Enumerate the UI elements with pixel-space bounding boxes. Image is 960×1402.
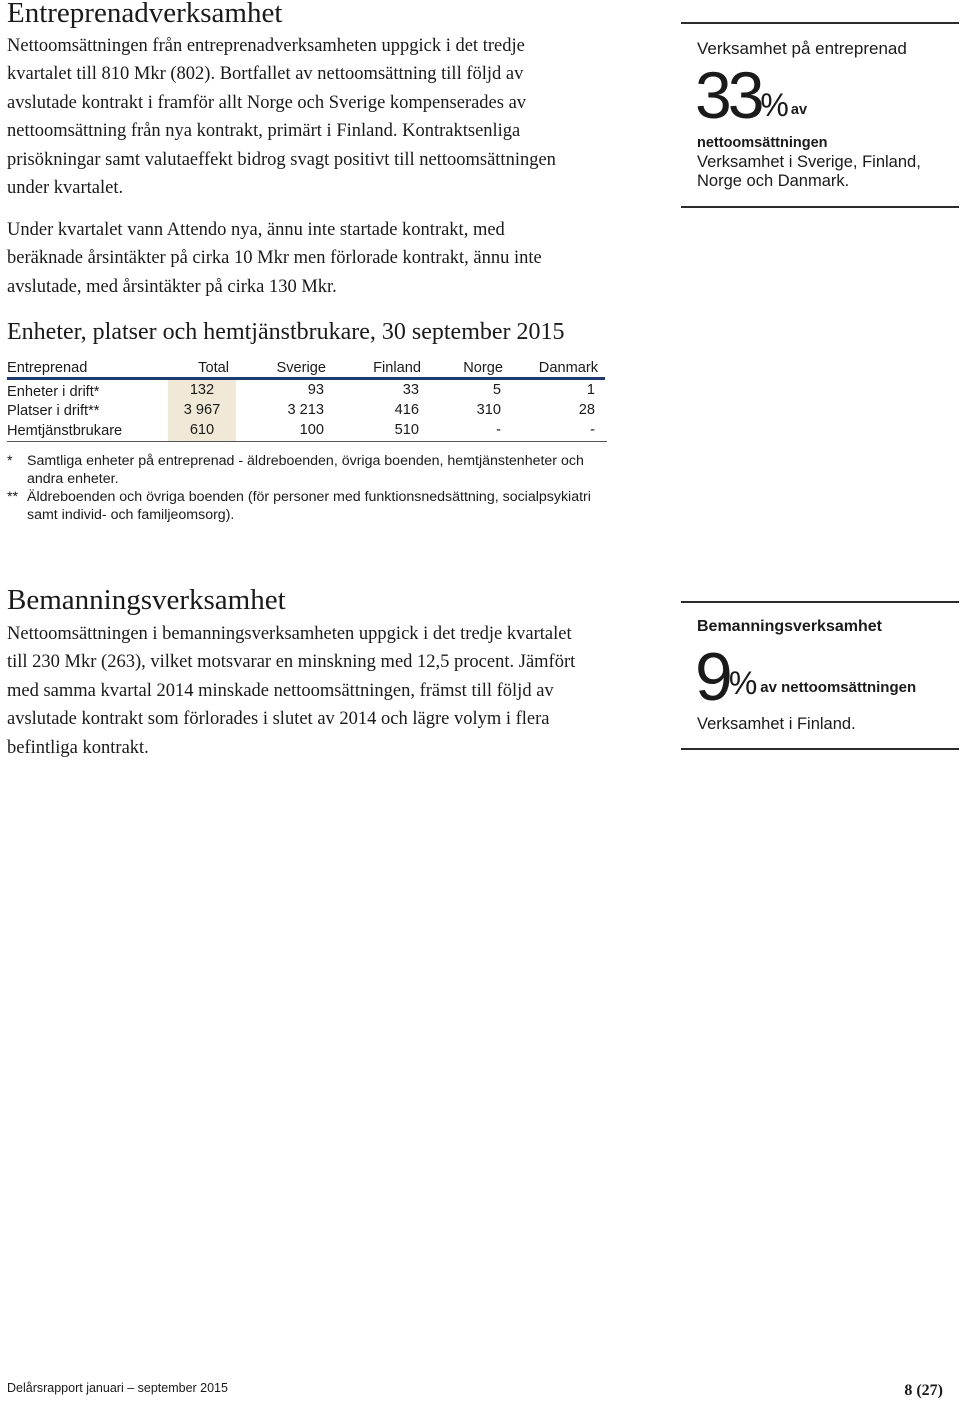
- kpi-top-rule: [681, 601, 959, 603]
- kpi-entreprenad-after: av: [790, 102, 808, 118]
- paragraph-line: kvartalet till 810 Mkr (802). Bortfallet av nettoomsättning till följd av: [7, 64, 524, 85]
- table-header-cell: Entreprenad: [7, 360, 88, 376]
- paragraph-line: Under kvartalet vann Attendo nya, ännu inte startade kontrakt, med: [7, 220, 505, 240]
- table-row: [7, 420, 607, 441]
- paragraph-line: befintliga kontrakt.: [7, 737, 149, 758]
- units-table-title: Enheter, platser och hemtjänstbrukare, 30 september 2015: [7, 319, 565, 345]
- paragraph-line: avslutade kontrakt i framför allt Norge och Sverige kompenserades av: [7, 92, 527, 113]
- entreprenad-paragraph-2: [7, 216, 647, 301]
- table-cell: 416: [394, 402, 419, 418]
- paragraph-line: nettoomsättning från nya kontrakt, primärt i Finland. Kontraktsenliga: [7, 121, 521, 142]
- table-cell: -: [590, 422, 595, 438]
- kpi-bemanning-unit: %: [728, 665, 758, 701]
- kpi-desc-line: Verksamhet i Sverige, Finland,: [697, 153, 921, 171]
- table-header-row: [7, 358, 607, 379]
- table-header-cell: Norge: [463, 360, 503, 376]
- entreprenad-paragraph-1: [7, 32, 647, 202]
- kpi-bemanning-desc: Verksamhet i Finland.: [697, 715, 856, 733]
- table-cell: 310: [476, 402, 501, 418]
- table-header-cell: Total: [198, 360, 229, 376]
- footer-report-title: Delårsrapport januari – september 2015: [7, 1381, 228, 1395]
- kpi-top-rule: [681, 22, 959, 24]
- table-cell: Hemtjänstbrukare: [7, 423, 123, 439]
- bemanning-heading: Bemanningsverksamhet: [7, 584, 286, 616]
- kpi-bemanning-after: av nettoomsättningen: [760, 679, 917, 696]
- kpi-entreprenad-heading: Verksamhet på entreprenad: [697, 39, 907, 58]
- table-cell: 100: [299, 422, 324, 438]
- table-row: [7, 400, 607, 421]
- paragraph-line: avslutade kontrakt som förlorades i slutet av 2014 och lägre volym i flera: [7, 709, 550, 730]
- footnote-line: Äldreboenden och övriga boenden (för personer med funktionsnedsättning, socialpsykiatri: [27, 489, 591, 505]
- paragraph-line: Nettoomsättningen från entreprenadverksamheten uppgick i det tredje: [7, 36, 525, 56]
- kpi-entreprenad-unit: %: [760, 87, 789, 123]
- kpi-bottom-rule: [681, 206, 959, 208]
- table-cell: 1: [586, 382, 595, 398]
- table-cell: 132: [189, 382, 215, 398]
- kpi-entreprenad-desc: [697, 153, 921, 191]
- footnote-mark: **: [7, 489, 19, 505]
- footnote-text: [27, 488, 627, 524]
- table-cell: -: [496, 422, 501, 438]
- paragraph-line: under kvartalet.: [7, 178, 124, 199]
- table-cell: Platser i drift**: [7, 403, 100, 419]
- entreprenad-heading: Entreprenadverksamhet: [7, 0, 283, 29]
- bemanning-paragraph: [7, 620, 657, 762]
- table-header-cell: Sverige: [276, 360, 326, 376]
- footnote-line: samt individ- och familjeomsorg).: [27, 507, 235, 524]
- kpi-bemanning-value: 9: [695, 639, 729, 715]
- kpi-entreprenad-value: 33: [695, 58, 761, 132]
- footnote-text: [27, 452, 627, 488]
- table-row: [7, 380, 607, 401]
- paragraph-line: med samma kvartal 2014 minskade nettoomsättningen, främst till följd av: [7, 680, 554, 701]
- kpi-entreprenad-figure: [695, 60, 807, 130]
- kpi-bottom-rule: [681, 748, 959, 750]
- kpi-bemanning-heading: Bemanningsverksamhet: [697, 618, 882, 635]
- table-header-cell: Danmark: [538, 360, 598, 376]
- table-cell: 3 967: [183, 402, 221, 418]
- table-cell: 5: [492, 382, 501, 398]
- footer-page-number: 8 (27): [904, 1382, 943, 1399]
- paragraph-line: beräknade årsintäkter på cirka 10 Mkr men förlorade kontrakt, ännu inte: [7, 248, 542, 269]
- footnote-mark: *: [7, 453, 13, 469]
- kpi-desc-line: Norge och Danmark.: [697, 172, 850, 190]
- paragraph-line: prisökningar samt valutaeffekt bidrog svagt positivt till nettoomsättningen: [7, 149, 556, 170]
- table-cell: 510: [394, 422, 419, 438]
- table-cell: Enheter i drift*: [7, 384, 100, 400]
- table-cell: 28: [578, 402, 595, 418]
- footnote-line: Samtliga enheter på entreprenad - äldreboenden, övriga boenden, hemtjänstenheter och: [27, 453, 584, 469]
- kpi-bemanning-figure: [695, 641, 916, 713]
- paragraph-line: Nettoomsättningen i bemanningsverksamheten uppgick i det tredje kvartalet: [7, 624, 572, 644]
- table-cell: 3 213: [287, 402, 324, 418]
- table-cell: 610: [189, 422, 215, 438]
- table-bottom-rule: [7, 441, 607, 442]
- paragraph-line: till 230 Mkr (263), vilket motsvarar en minskning med 12,5 procent. Jämfört: [7, 652, 576, 673]
- kpi-entreprenad-line2: nettoomsättningen: [697, 135, 828, 151]
- table-cell: 33: [402, 382, 419, 398]
- paragraph-line: avslutade, med årsintäkter på cirka 130 Mkr.: [7, 276, 337, 297]
- footnote-line: andra enheter.: [27, 471, 119, 488]
- table-header-cell: Finland: [373, 360, 421, 376]
- table-cell: 93: [307, 382, 324, 398]
- units-table: [7, 358, 607, 448]
